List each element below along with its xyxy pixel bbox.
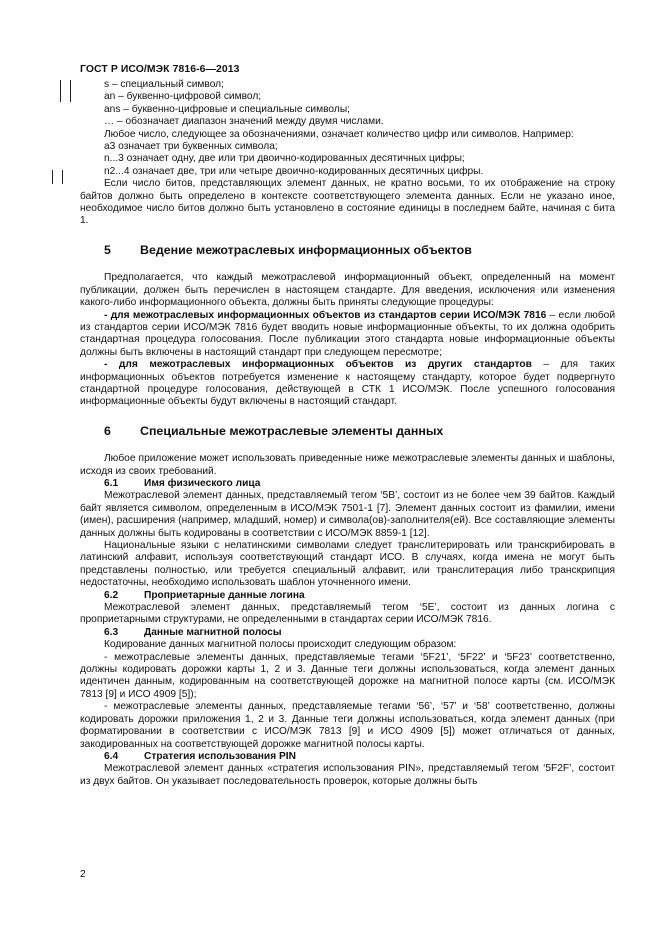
section-heading-6 — [104, 425, 615, 437]
subsection-number: 6.1 — [104, 477, 119, 489]
section-title: Специальные межотраслевые элементы данных — [140, 423, 444, 438]
list-item: s – специальный символ; — [104, 79, 224, 90]
subsection-number: 6.4 — [104, 750, 119, 762]
bullet-lead: - для межотраслевых информационных объектов из стандартов серии ИСО/МЭК 7816 — [104, 309, 547, 321]
bullet-item — [80, 359, 615, 409]
list-item: an – буквенно-цифровой символ; — [104, 91, 262, 103]
paragraph: Любое приложение может использовать приведенные ниже межотраслевые элементы данных и шаблоны, исходя из своих требований. — [80, 453, 615, 477]
change-bar — [52, 170, 63, 184]
document-header: ГОСТ Р ИСО/МЭК 7816-6—2013 — [80, 64, 240, 75]
list-item: a3 означает три буквенных символа; — [104, 141, 278, 153]
list-item: … – обозначает диапазон значений между двумя числами. — [104, 116, 384, 128]
paragraph: Межотраслевой элемент данных «стратегия использования PIN», представляемый тегом ‘5F2F’, состоит из двух байтов. Он указывает последовательность проверок, которые должны быть — [80, 763, 615, 787]
subsection-number: 6.3 — [104, 626, 119, 638]
paragraph: Любое число, следующее за обозначениями, означает количество цифр или символов. Например: — [104, 128, 574, 140]
bullet-text: – для таких информационных объектов потребуется изменение к настоящему стандарту, которое будет подвергнуто стандартной процедуре голосования, действующей в СТК 1 ИСО/МЭК. После успешного голосования информационные объекты будут включены в настоящий стандарт. — [80, 359, 615, 408]
subsection-heading-6-3 — [104, 627, 615, 639]
subsection-title: Данные магнитной полосы — [144, 626, 282, 638]
subsection-heading-6-1 — [104, 478, 615, 490]
bullet-text: – если любой из стандартов серии ИСО/МЭК 7816 будет вводить новые информационные объекты, то их должна одобрить стандартная процедура голосования. После публикации этого стандарта новые информационные объекты должны быть включены в настоящий стандарт при следующем пересмотре; — [80, 309, 616, 358]
list-item: ans – буквенно-цифровые и специальные символы; — [104, 103, 350, 115]
section-number: 6 — [104, 423, 111, 438]
subsection-title: Имя физического лица — [144, 477, 261, 489]
paragraph: - межотраслевые элементы данных, представляемые тегами ‘5F21’, ‘5F22’ и ‘5F23’ соответственно, должны кодировать дорожки карты 1, 2 и 3. Данные теги должны использоваться, когда элемент данных идентичен данным, кодированным на соответствующей дорожке на магнитной полосе карты (см. ИСО/МЭК 7813 [9] и ИСО 4909 [5]); — [80, 651, 615, 700]
subsection-heading-6-2 — [104, 590, 615, 602]
paragraph: Межотраслевой элемент данных, представляемый тегом ‘5E’, состоит из данных логина с проприетарными структурами, не определенными в стандартах серии ИСО/МЭК 7816. — [80, 602, 615, 626]
change-bar — [60, 80, 71, 102]
bullet-lead: - для межотраслевых информационных объектов из других стандартов — [104, 359, 532, 371]
subsection-title: Стратегия использования PIN — [144, 750, 296, 762]
page-number: 2 — [80, 869, 86, 880]
section-heading-5 — [104, 244, 615, 256]
document-body — [80, 79, 615, 788]
paragraph: Предполагается, что каждый межотраслевой информационный объект, определенный на момент публикации, должен быть перечислен в настоящем стандарте. Для введения, исключения или изменения какого-либо информационного объекта, должны быть приняты следующие процедуры: — [80, 272, 615, 309]
list-item: n2...4 означает две, три или четыре двоично-кодированных десятичных цифры. — [104, 165, 484, 177]
paragraph: Межотраслевой элемент данных, представляемый тегом ‘5B’, состоит из не более чем 39 байтов. Каждый байт является символом, определенным в ИСО/МЭК 7501-1 [7]. Элемент данных состоит из фамилии, имени (имен), расширения (например, младший, номер) и символа(ов)-заполнителя(ей). Все составляющие элементы данных должны быть кодированы в соответствии с ИСО/МЭК 8859-1 [12]. — [80, 490, 615, 539]
paragraph: Кодирование данных магнитной полосы происходит следующим образом: — [104, 639, 457, 651]
list-item: n...3 означает одну, две или три двоично-кодированных десятичных цифры; — [104, 153, 465, 165]
paragraph: - межотраслевые элементы данных, представляемые тегами ‘56’, ‘57’ и ‘58’ соответственно, должны кодировать дорожки приложения 1, 2 и 3. Данные теги должны использоваться, когда элемент данных (при форматировании в соответствии с ИСО/МЭК 7813 [9] и ИСО 4909 [5]) может отличаться от данных, закодированных на соответствующей дорожке магнитной полосы карты. — [80, 701, 615, 750]
bullet-item — [80, 310, 615, 360]
section-number: 5 — [104, 242, 111, 257]
paragraph: Национальные языки с нелатинскими символами следует транслитерировать или транскрибировать в латинский алфавит, используя соответствующий стандарт ИСО. В случаях, когда имена не могут быть представлены полностью, или требуется специальный алфавит, или транслитерация либо транскрипция недостаточны, необходимо использовать шаблон уточненного имени. — [80, 540, 615, 589]
subsection-number: 6.2 — [104, 589, 119, 601]
subsection-title: Проприетарные данные логина — [144, 589, 305, 601]
subsection-heading-6-4 — [104, 751, 615, 763]
section-title: Ведение межотраслевых информационных объектов — [140, 242, 472, 257]
paragraph: Если число битов, представляющих элемент данных, не кратно восьми, то их отображение на строку байтов должно быть определено в контексте соответствующего элемента данных. Если не указано иное, необходимое число битов должно быть установлено в состояние единицы в последнем байте, начиная с бита 1. — [80, 178, 615, 227]
